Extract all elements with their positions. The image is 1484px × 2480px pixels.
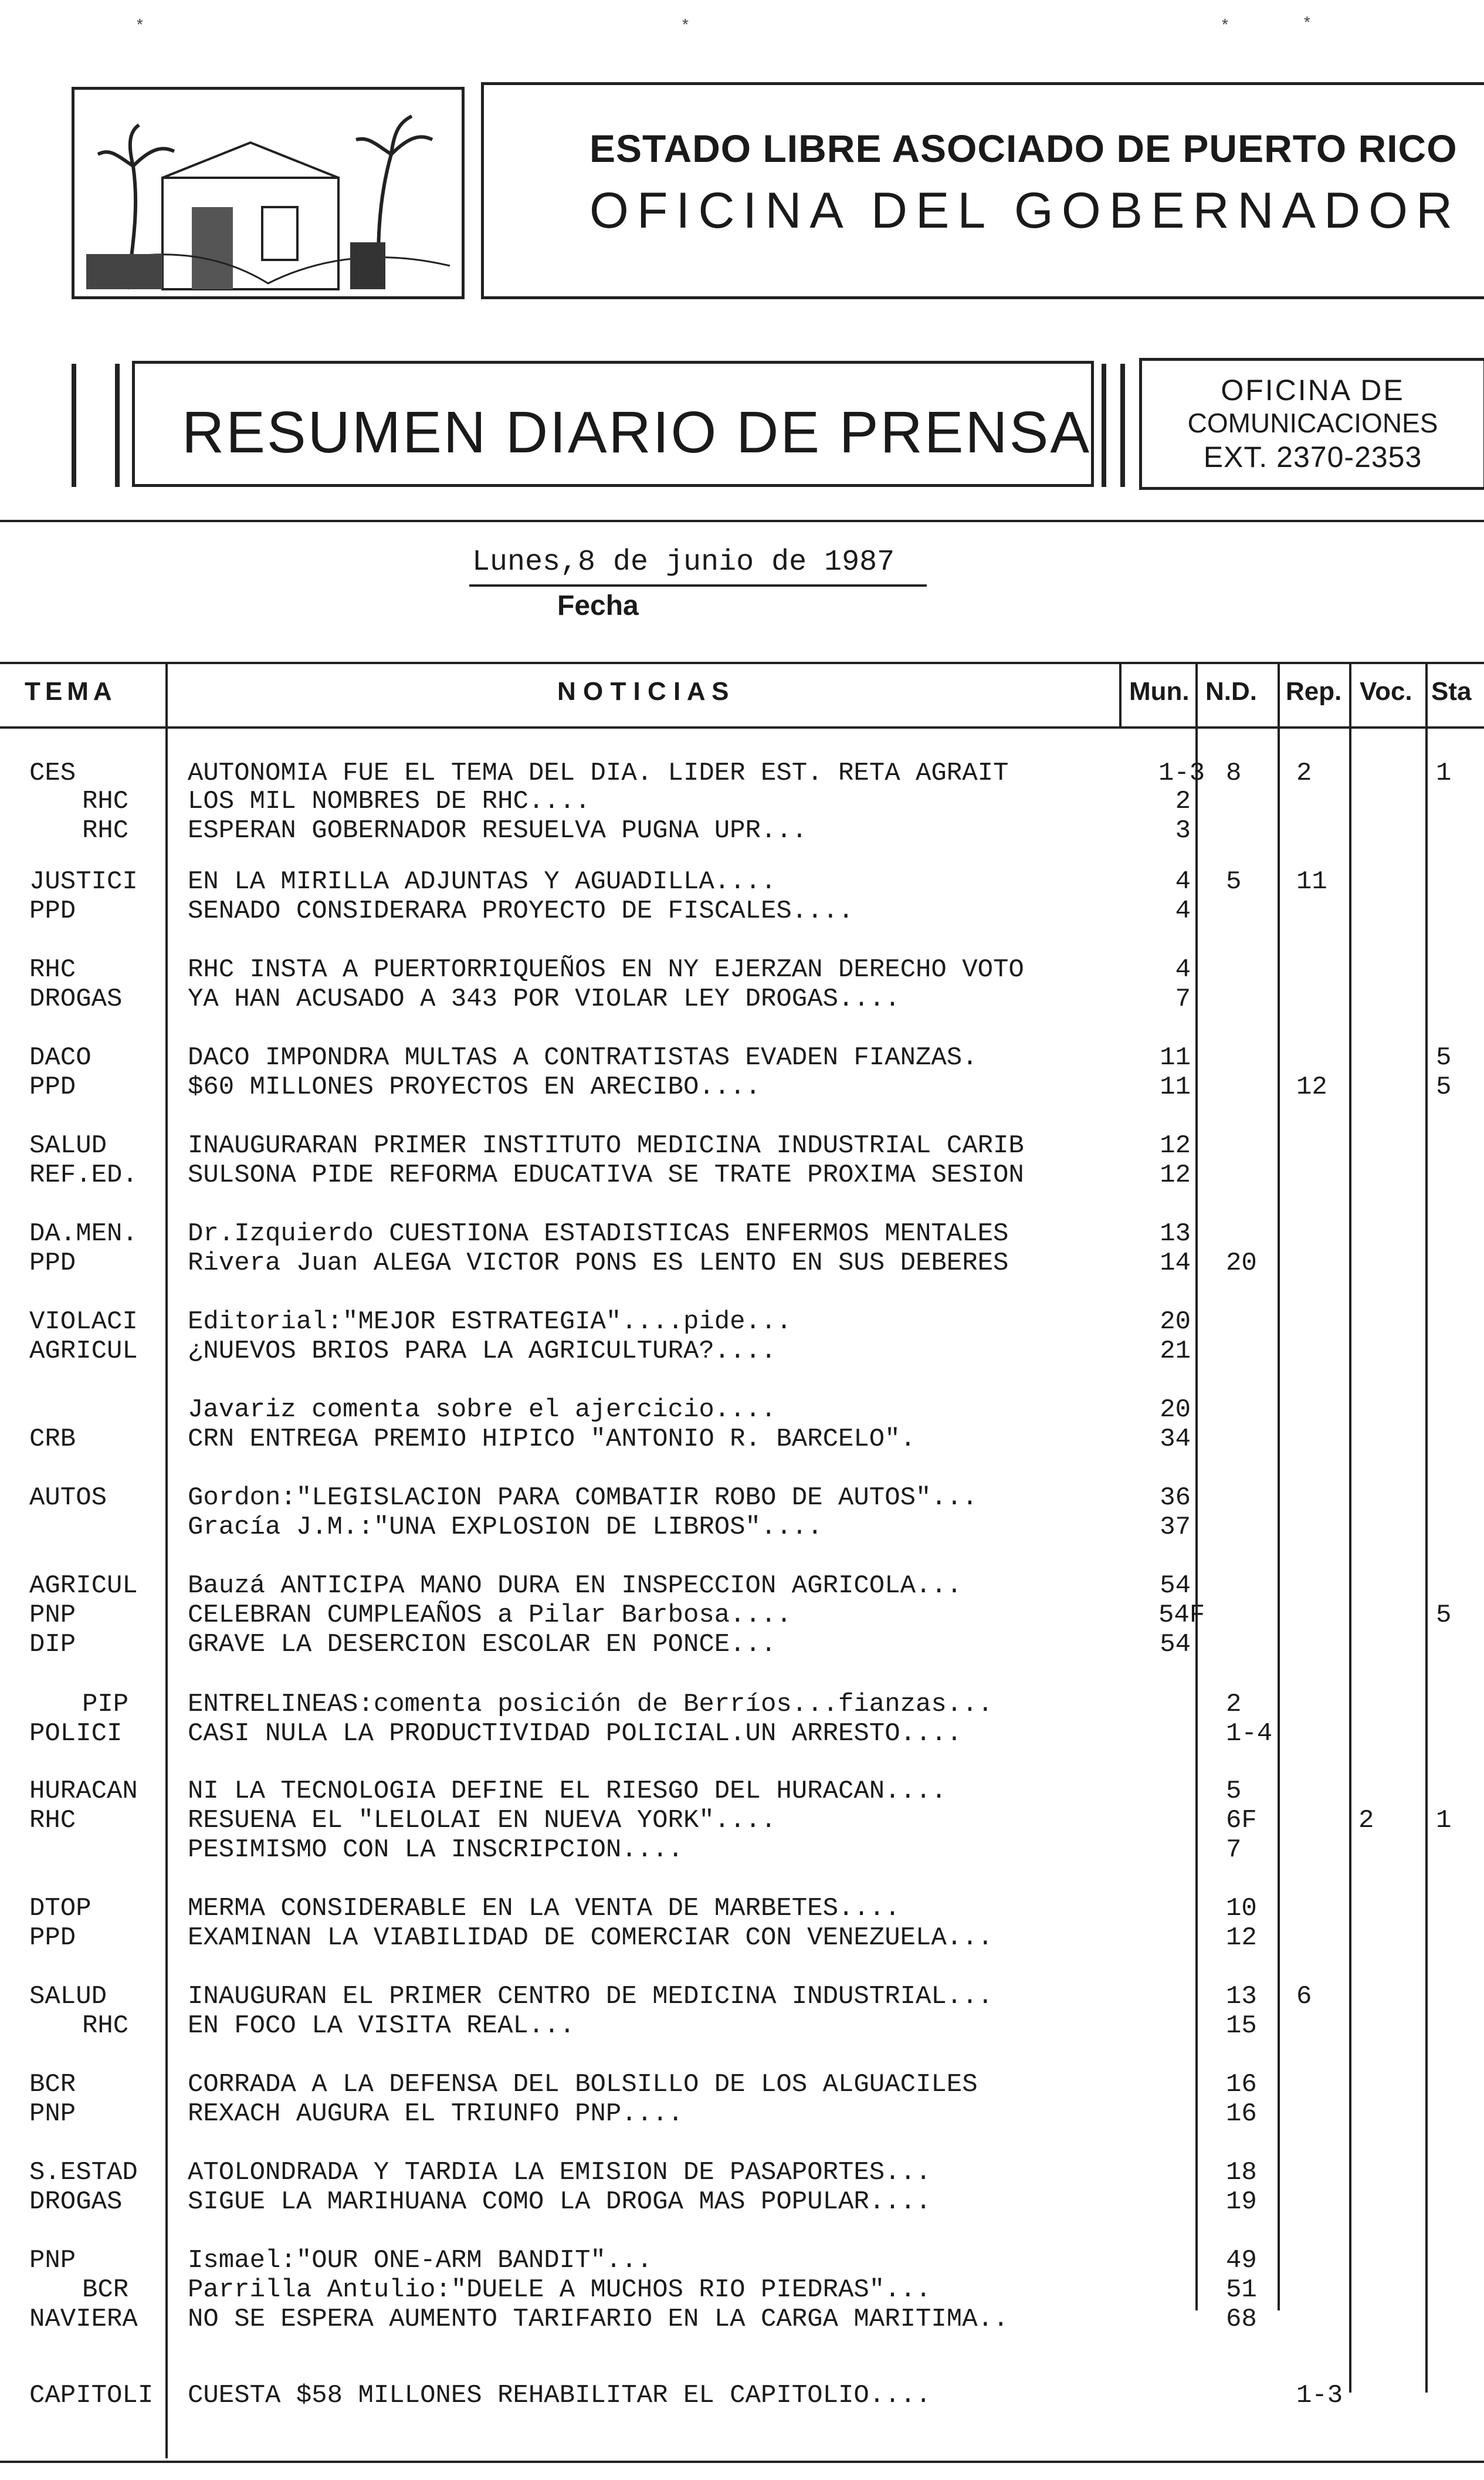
table-row bbox=[0, 1072, 1484, 1102]
cell-tema: PNP bbox=[29, 2099, 76, 2129]
table-row bbox=[0, 1571, 1484, 1601]
cell-tema: CAPITOLI bbox=[29, 2381, 154, 2410]
cell-star: 1 bbox=[1436, 1806, 1452, 1835]
cell-noticia: ATOLONDRADA Y TARDIA LA EMISION DE PASAPORTES... bbox=[188, 2158, 931, 2187]
cell-nd: 20 bbox=[1226, 1249, 1257, 1278]
cell-noticia: CRN ENTREGA PREMIO HIPICO "ANTONIO R. BARCELO". bbox=[188, 1425, 916, 1454]
cell-mun: 54 bbox=[1160, 1571, 1191, 1601]
cell-rep: 2 bbox=[1296, 759, 1312, 788]
cell-tema: DROGAS bbox=[29, 984, 123, 1014]
table-row bbox=[0, 1601, 1484, 1630]
header-star: Sta bbox=[1431, 677, 1472, 706]
table-row bbox=[0, 1690, 1484, 1719]
cell-noticia: ¿NUEVOS BRIOS PARA LA AGRICULTURA?.... bbox=[188, 1337, 777, 1366]
header-divider bbox=[0, 520, 1484, 522]
office-label: OFICINA DE bbox=[1221, 374, 1405, 407]
cell-noticia: Gordon:"LEGISLACION PARA COMBATIR ROBO DE AUTOS"... bbox=[188, 1483, 978, 1513]
cell-noticia: YA HAN ACUSADO A 343 POR VIOLAR LEY DROGAS.... bbox=[188, 984, 900, 1014]
cell-tema: RHC bbox=[29, 1806, 76, 1835]
cell-tema: RHC bbox=[82, 816, 129, 845]
cell-mun: 11 bbox=[1160, 1072, 1191, 1102]
cell-nd: 16 bbox=[1226, 2070, 1257, 2099]
table-row bbox=[0, 1777, 1484, 1806]
cell-mun: 2 bbox=[1175, 787, 1191, 816]
cell-tema: PPD bbox=[29, 1923, 76, 1953]
cell-star: 5 bbox=[1436, 1072, 1452, 1102]
cell-mun: 13 bbox=[1160, 1219, 1191, 1249]
cell-mun: 37 bbox=[1160, 1513, 1191, 1542]
cell-noticia: EN FOCO LA VISITA REAL... bbox=[188, 2011, 575, 2041]
cell-noticia: AUTONOMIA FUE EL TEMA DEL DIA. LIDER EST. RETA AGRAIT bbox=[188, 759, 1009, 788]
cell-mun: 36 bbox=[1160, 1483, 1191, 1513]
cell-mun: 14 bbox=[1160, 1249, 1191, 1278]
table-row bbox=[0, 2011, 1484, 2041]
cell-tema: PIP bbox=[82, 1690, 129, 1719]
table-row bbox=[0, 816, 1484, 845]
cell-nd: 1-4 bbox=[1226, 1719, 1273, 1748]
cell-noticia: CORRADA A LA DEFENSA DEL BOLSILLO DE LOS ALGUACILES bbox=[188, 2070, 978, 2099]
table-row bbox=[0, 1395, 1484, 1425]
table-row bbox=[0, 1219, 1484, 1249]
table-row bbox=[0, 1131, 1484, 1161]
cell-tema: DA.MEN. bbox=[29, 1219, 138, 1249]
cell-tema: AGRICUL bbox=[29, 1571, 138, 1601]
cell-nd: 6F bbox=[1226, 1806, 1257, 1835]
cell-tema: VIOLACI bbox=[29, 1307, 138, 1337]
table-row bbox=[0, 2187, 1484, 2217]
cell-mun: 11 bbox=[1160, 1043, 1191, 1072]
table-row bbox=[0, 2305, 1484, 2334]
table-row bbox=[0, 2158, 1484, 2187]
cell-mun: 7 bbox=[1175, 984, 1191, 1014]
cell-mun: 4 bbox=[1175, 955, 1191, 984]
document-title: RESUMEN DIARIO DE PRENSA bbox=[182, 400, 1092, 465]
scan-speck: * bbox=[680, 18, 690, 36]
table-row bbox=[0, 896, 1484, 926]
cell-tema: SALUD bbox=[29, 1131, 107, 1161]
scan-speck: * bbox=[1220, 18, 1230, 36]
cell-tema: JUSTICI bbox=[29, 867, 138, 896]
cell-tema: DIP bbox=[29, 1630, 76, 1659]
cell-tema: RHC bbox=[82, 2011, 129, 2041]
date-label: Fecha bbox=[557, 590, 639, 621]
cell-noticia: CELEBRAN CUMPLEAÑOS a Pilar Barbosa.... bbox=[188, 1601, 792, 1630]
cell-tema: DROGAS bbox=[29, 2187, 123, 2217]
decorative-bar bbox=[1102, 364, 1106, 487]
cell-star: 5 bbox=[1436, 1043, 1452, 1072]
cell-tema: AGRICUL bbox=[29, 1337, 138, 1366]
cell-noticia: Ismael:"OUR ONE-ARM BANDIT"... bbox=[188, 2246, 653, 2275]
decorative-bar bbox=[1120, 364, 1125, 487]
cell-nd: 13 bbox=[1226, 1982, 1257, 2011]
cell-nd: 49 bbox=[1226, 2246, 1257, 2275]
cell-tema: RHC bbox=[82, 787, 129, 816]
cell-mun: 20 bbox=[1160, 1395, 1191, 1425]
scan-speck: * bbox=[135, 18, 145, 36]
governor-mansion-logo bbox=[72, 87, 465, 299]
decorative-bar bbox=[72, 364, 76, 487]
decorative-bar bbox=[115, 364, 120, 487]
cell-tema: PNP bbox=[29, 1601, 76, 1630]
cell-nd: 68 bbox=[1226, 2305, 1257, 2334]
table-row bbox=[0, 1425, 1484, 1454]
cell-tema: SALUD bbox=[29, 1982, 107, 2011]
cell-tema: HURACAN bbox=[29, 1777, 138, 1806]
cell-tema: PPD bbox=[29, 1249, 76, 1278]
table-row bbox=[0, 787, 1484, 816]
table-row bbox=[0, 1513, 1484, 1542]
table-row bbox=[0, 1307, 1484, 1337]
header-nd: N.D. bbox=[1205, 677, 1257, 706]
table-row bbox=[0, 1719, 1484, 1748]
cell-voc: 2 bbox=[1358, 1806, 1374, 1835]
cell-noticia: ENTRELINEAS:comenta posición de Berríos...fianzas... bbox=[188, 1690, 994, 1719]
cell-noticia: REXACH AUGURA EL TRIUNFO PNP.... bbox=[188, 2099, 683, 2129]
cell-noticia: Parrilla Antulio:"DUELE A MUCHOS RIO PIEDRAS"... bbox=[188, 2275, 931, 2305]
cell-tema: RHC bbox=[29, 955, 76, 984]
cell-noticia: CASI NULA LA PRODUCTIVIDAD POLICIAL.UN ARRESTO.... bbox=[188, 1719, 963, 1748]
cell-tema: DTOP bbox=[29, 1894, 92, 1923]
cell-nd: 5 bbox=[1226, 867, 1242, 896]
table-row bbox=[0, 867, 1484, 896]
resumen-title-box bbox=[132, 361, 1094, 487]
cell-noticia: Editorial:"MEJOR ESTRATEGIA"....pide... bbox=[188, 1307, 792, 1337]
cell-noticia: PESIMISMO CON LA INSCRIPCION.... bbox=[188, 1835, 683, 1865]
cell-noticia: RESUENA EL "LELOLAI EN NUEVA YORK".... bbox=[188, 1806, 777, 1835]
cell-noticia: INAUGURAN EL PRIMER CENTRO DE MEDICINA INDUSTRIAL... bbox=[188, 1982, 994, 2011]
cell-tema: S.ESTAD bbox=[29, 2158, 138, 2187]
cell-noticia: Bauzá ANTICIPA MANO DURA EN INSPECCION AGRICOLA... bbox=[188, 1571, 963, 1601]
cell-nd: 5 bbox=[1226, 1777, 1242, 1806]
cell-mun: 21 bbox=[1160, 1337, 1191, 1366]
table-row bbox=[0, 2070, 1484, 2099]
table-row bbox=[0, 1249, 1484, 1278]
cell-nd: 15 bbox=[1226, 2011, 1257, 2041]
office-name: OFICINA DEL GOBERNADOR bbox=[589, 182, 1461, 239]
cell-mun: 3 bbox=[1175, 816, 1191, 845]
table-row bbox=[0, 1982, 1484, 2011]
table-row bbox=[0, 1483, 1484, 1513]
table-row bbox=[0, 1161, 1484, 1190]
date-underline bbox=[469, 584, 927, 587]
cell-tema: REF.ED. bbox=[29, 1161, 138, 1190]
table-row bbox=[0, 759, 1484, 788]
cell-noticia: LOS MIL NOMBRES DE RHC.... bbox=[188, 787, 591, 816]
table-row bbox=[0, 1923, 1484, 1953]
cell-star: 1 bbox=[1436, 759, 1452, 788]
cell-mun: 4 bbox=[1175, 896, 1191, 926]
cell-nd: 10 bbox=[1226, 1894, 1257, 1923]
table-row bbox=[0, 2246, 1484, 2275]
cell-noticia: SIGUE LA MARIHUANA COMO LA DROGA MAS POPULAR.... bbox=[188, 2187, 931, 2217]
cell-noticia: EXAMINAN LA VIABILIDAD DE COMERCIAR CON VENEZUELA... bbox=[188, 1923, 994, 1953]
cell-rep: 11 bbox=[1296, 867, 1327, 896]
government-name: ESTADO LIBRE ASOCIADO DE PUERTO RICO bbox=[589, 127, 1458, 170]
cell-nd: 7 bbox=[1226, 1835, 1242, 1865]
cell-tema: CRB bbox=[29, 1425, 76, 1454]
table-row bbox=[0, 2099, 1484, 2129]
table-header-border bbox=[0, 726, 1484, 729]
cell-noticia: Gracía J.M.:"UNA EXPLOSION DE LIBROS".... bbox=[188, 1513, 823, 1542]
office-extension: EXT. 2370-2353 bbox=[1203, 441, 1422, 473]
cell-mun: 12 bbox=[1160, 1131, 1191, 1161]
cell-noticia: EN LA MIRILLA ADJUNTAS Y AGUADILLA.... bbox=[188, 867, 777, 896]
cell-noticia: MERMA CONSIDERABLE EN LA VENTA DE MARBETES.... bbox=[188, 1894, 900, 1923]
cell-noticia: Rivera Juan ALEGA VICTOR PONS ES LENTO EN SUS DEBERES bbox=[188, 1249, 1009, 1278]
cell-tema: BCR bbox=[82, 2275, 129, 2305]
cell-tema: POLICI bbox=[29, 1719, 123, 1748]
header-tema: TEMA bbox=[25, 677, 117, 706]
cell-nd: 12 bbox=[1226, 1923, 1257, 1953]
cell-noticia: ESPERAN GOBERNADOR RESUELVA PUGNA UPR... bbox=[188, 816, 808, 845]
header-mun: Mun. bbox=[1129, 677, 1190, 706]
header-voc: Voc. bbox=[1360, 677, 1412, 706]
table-row bbox=[0, 1806, 1484, 1835]
table-row bbox=[0, 2381, 1484, 2410]
cell-noticia: SENADO CONSIDERARA PROYECTO DE FISCALES.... bbox=[188, 896, 854, 926]
table-top-border bbox=[0, 662, 1484, 664]
cell-noticia: SULSONA PIDE REFORMA EDUCATIVA SE TRATE PROXIMA SESION bbox=[188, 1161, 1024, 1190]
header-rep: Rep. bbox=[1286, 677, 1342, 706]
cell-noticia: $60 MILLONES PROYECTOS EN ARECIBO.... bbox=[188, 1072, 761, 1102]
cell-noticia: NI LA TECNOLOGIA DEFINE EL RIESGO DEL HURACAN.... bbox=[188, 1777, 947, 1806]
cell-noticia: DACO IMPONDRA MULTAS A CONTRATISTAS EVADEN FIANZAS. bbox=[188, 1043, 978, 1072]
cell-nd: 51 bbox=[1226, 2275, 1257, 2305]
table-row bbox=[0, 955, 1484, 984]
office-department: COMUNICACIONES bbox=[1187, 408, 1438, 438]
header-noticias: N O T I C I A S bbox=[557, 677, 729, 706]
cell-tema: BCR bbox=[29, 2070, 76, 2099]
cell-mun: 1-3 bbox=[1158, 759, 1205, 788]
table-row bbox=[0, 1835, 1484, 1865]
cell-mun: 12 bbox=[1160, 1161, 1191, 1190]
cell-mun: 54F bbox=[1158, 1601, 1205, 1630]
cell-mun: 54 bbox=[1160, 1630, 1191, 1659]
cell-nd: 19 bbox=[1226, 2187, 1257, 2217]
cell-rep: 12 bbox=[1296, 1072, 1327, 1102]
cell-nd: 2 bbox=[1226, 1690, 1242, 1719]
government-title-box bbox=[481, 82, 1484, 299]
cell-tema: DACO bbox=[29, 1043, 92, 1072]
cell-tema: NAVIERA bbox=[29, 2305, 138, 2334]
cell-mun: 20 bbox=[1160, 1307, 1191, 1337]
table-row bbox=[0, 1630, 1484, 1659]
cell-noticia: NO SE ESPERA AUMENTO TARIFARIO EN LA CARGA MARITIMA.. bbox=[188, 2305, 1009, 2334]
cell-mun: 4 bbox=[1175, 867, 1191, 896]
cell-tema: PNP bbox=[29, 2246, 76, 2275]
mansion-illustration bbox=[74, 90, 462, 296]
cell-tema: CES bbox=[29, 759, 76, 788]
cell-noticia: Dr.Izquierdo CUESTIONA ESTADISTICAS ENFERMOS MENTALES bbox=[188, 1219, 1009, 1249]
cell-nd: 18 bbox=[1226, 2158, 1257, 2187]
news-table bbox=[0, 662, 1484, 2457]
table-row bbox=[0, 2275, 1484, 2305]
cell-tema: PPD bbox=[29, 1072, 76, 1102]
cell-noticia: GRAVE LA DESERCION ESCOLAR EN PONCE... bbox=[188, 1630, 777, 1659]
cell-mun: 34 bbox=[1160, 1425, 1191, 1454]
table-row bbox=[0, 1337, 1484, 1366]
cell-noticia: INAUGURARAN PRIMER INSTITUTO MEDICINA INDUSTRIAL CARIB bbox=[188, 1131, 1024, 1161]
cell-nd: 16 bbox=[1226, 2099, 1257, 2129]
page-bottom-rule bbox=[0, 2461, 1484, 2463]
scan-speck: * bbox=[1302, 15, 1312, 33]
table-row bbox=[0, 1043, 1484, 1072]
cell-noticia: RHC INSTA A PUERTORRIQUEÑOS EN NY EJERZAN DERECHO VOTO bbox=[188, 955, 1024, 984]
table-row bbox=[0, 1894, 1484, 1923]
cell-nd: 8 bbox=[1226, 759, 1242, 788]
communications-office-box bbox=[1139, 358, 1484, 490]
date-value: Lunes,8 de junio de 1987 bbox=[472, 546, 895, 579]
cell-rep: 1-3 bbox=[1296, 2381, 1343, 2410]
cell-noticia: CUESTA $58 MILLONES REHABILITAR EL CAPITOLIO.... bbox=[188, 2381, 931, 2410]
cell-tema: AUTOS bbox=[29, 1483, 107, 1513]
cell-rep: 6 bbox=[1296, 1982, 1312, 2011]
cell-noticia: Javariz comenta sobre el ajercicio.... bbox=[188, 1395, 777, 1425]
column-divider bbox=[1119, 662, 1122, 726]
cell-star: 5 bbox=[1436, 1601, 1452, 1630]
cell-tema: PPD bbox=[29, 896, 76, 926]
table-row bbox=[0, 984, 1484, 1014]
